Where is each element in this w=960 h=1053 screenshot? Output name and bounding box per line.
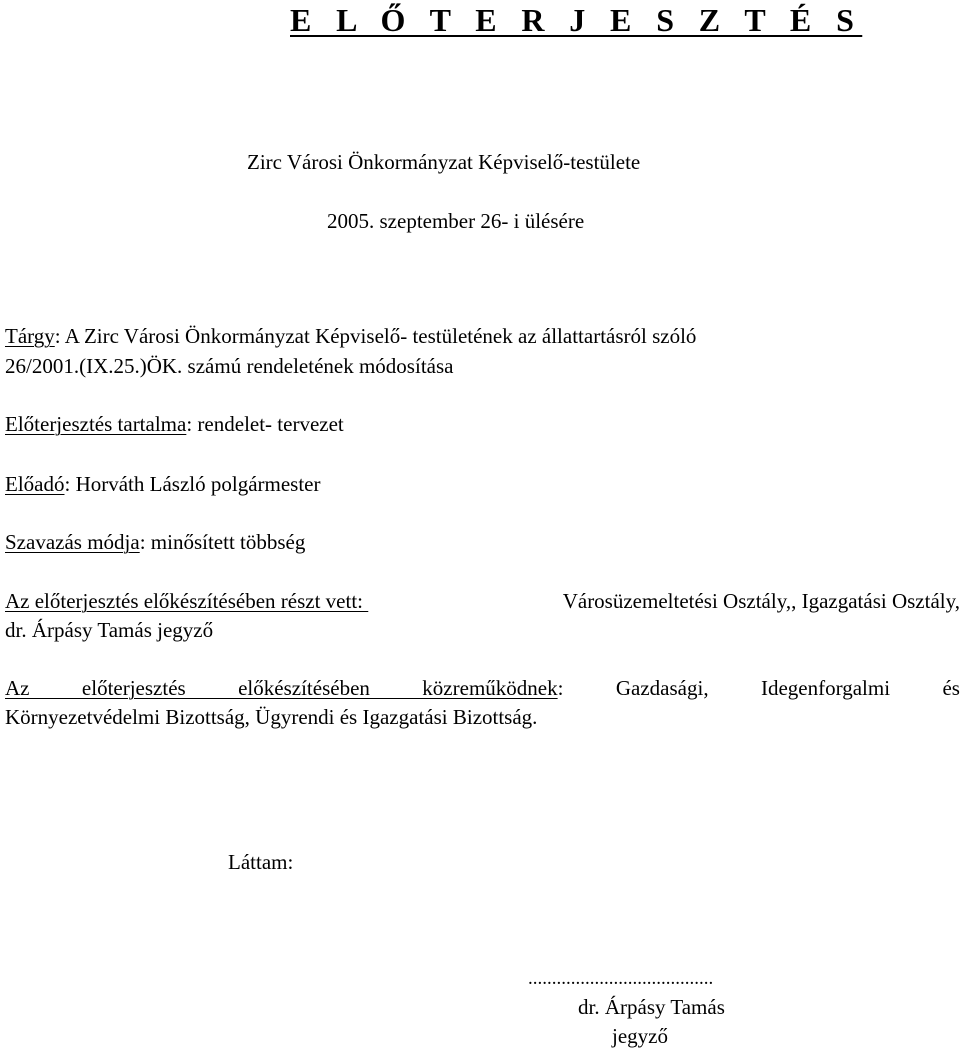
subject-label: Tárgy: [5, 324, 55, 348]
seen-label: Láttam:: [228, 850, 294, 874]
presenter-value: : Horváth László polgármester: [64, 472, 321, 496]
content-row: [5, 414, 344, 435]
cooperation-value-2: Környezetvédelmi Bizottság, Ügyrendi és Igazgatási Bizottság.: [5, 705, 538, 729]
signatory-title: jegyző: [612, 1024, 668, 1048]
vote-label: Szavazás módja: [5, 530, 140, 554]
cooperation-value-1: : Gazdasági, Idegenforgalmi és: [557, 676, 960, 700]
preparation-value-1: Városüzemeltetési Osztály,, Igazgatási Osztály,: [562, 589, 960, 613]
preparation-row: [5, 591, 960, 612]
preparation-value-2: dr. Árpásy Tamás jegyző: [5, 618, 214, 642]
council-name: Zirc Városi Önkormányzat Képviselő-testülete: [247, 150, 641, 174]
meeting-date: 2005. szeptember 26- i ülésére: [327, 209, 585, 233]
presenter-row: [5, 474, 320, 495]
content-label: Előterjesztés tartalma: [5, 412, 187, 436]
preparation-label: Az előterjesztés előkészítésében részt vett:: [5, 589, 369, 613]
subject-text-1: : A Zirc Városi Önkormányzat Képviselő- testületének az állattartásról szóló: [54, 324, 697, 348]
cooperation-label: Az előterjesztés előkészítésében közreműködnek: [5, 676, 558, 700]
signature-line: .......................................: [528, 968, 714, 989]
subject-line-2: 26/2001.(IX.25.)ÖK. számú rendeletének módosítása: [5, 354, 454, 378]
content-value: : rendelet- tervezet: [186, 412, 344, 436]
cooperation-row: [5, 678, 960, 699]
vote-row: [5, 532, 305, 553]
subject-line-1: [5, 326, 696, 347]
vote-value: : minősített többség: [139, 530, 306, 554]
presenter-label: Előadó: [5, 472, 65, 496]
document-title: E L Ő T E R J E S Z T É S: [290, 2, 863, 38]
signatory-name: dr. Árpásy Tamás: [578, 995, 725, 1019]
